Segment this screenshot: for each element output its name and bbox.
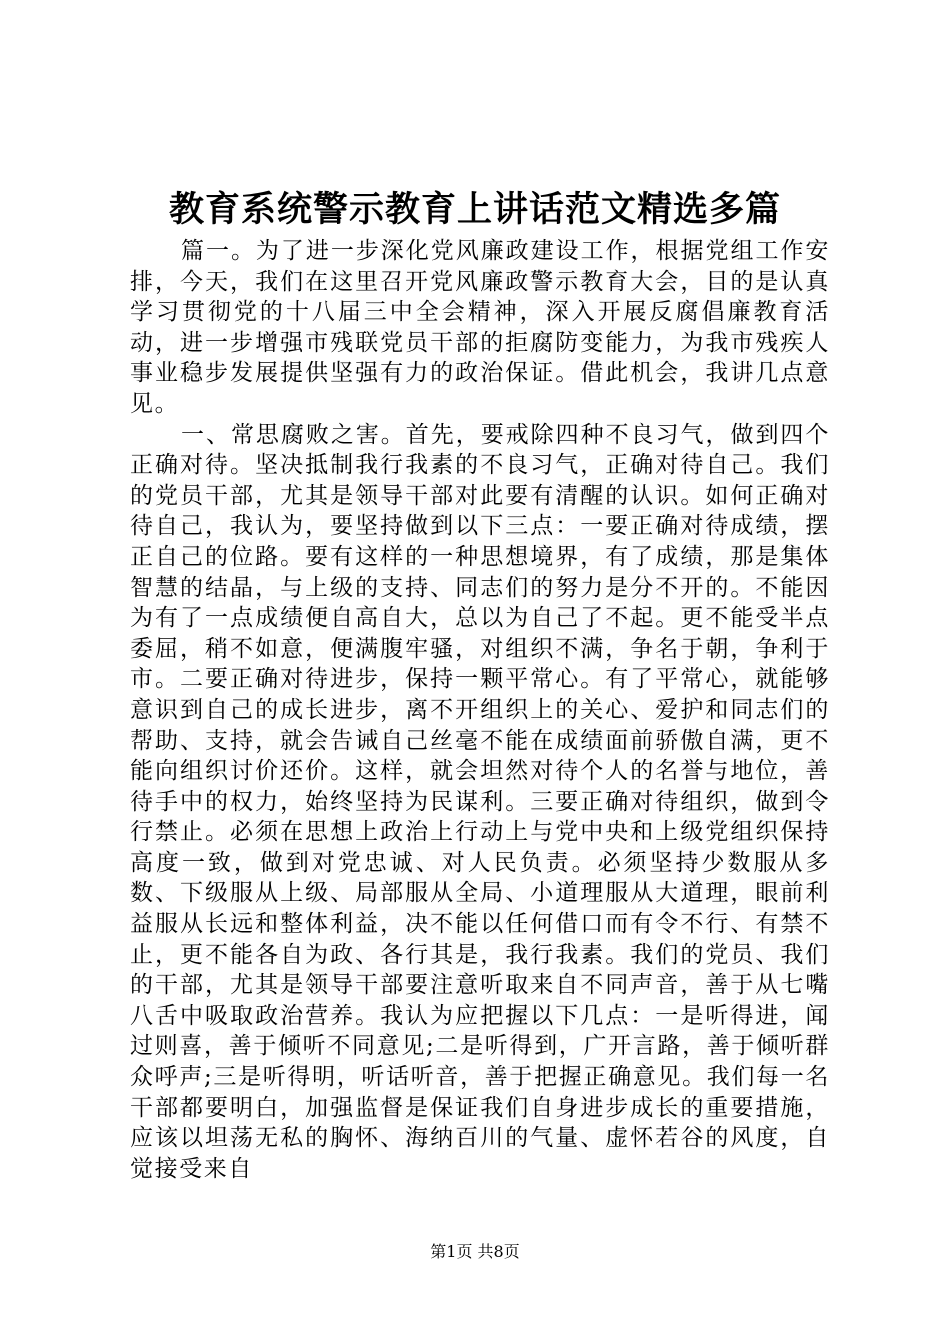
page-number-footer: 第1页 共8页 — [430, 1242, 520, 1261]
paragraph: 篇一。为了进一步深化党风廉政建设工作，根据党组工作安排，今天，我们在这里召开党风廉政警示教育大会，目的是认真学习贯彻党的十八届三中全会精神，深入开展反腐倡廉教育活动，进一步增强市残联党员干部的拒腐防变能力，为我市残疾人事业稳步发展提供坚强有力的政治保证。借此机会，我讲几点意见。 — [130, 238, 830, 417]
document-title: 教育系统警示教育上讲话范文精选多篇 — [168, 189, 781, 230]
paragraph: 一、常思腐败之害。首先，要戒除四种不良习气，做到四个正确对待。坚决抵制我行我素的不良习气，正确对待自己。我们的党员干部，尤其是领导干部对此要有清醒的认识。如何正确对待自己，我认为，要坚持做到以下三点：一要正确对待成绩，摆正自己的位路。要有这样的一种思想境界，有了成绩，那是集体智慧的结晶，与上级的支持、同志们的努力是分不开的。不能因为有了一点成绩便自高自大，总以为自己了不起。更不能受半点委屈，稍不如意，便满腹牢骚，对组织不满，争名于朝，争利于市。二要正确对待进步，保持一颗平常心。有了平常心，就能够意识到自己的成长进步，离不开组织上的关心、爱护和同志们的帮助、支持，就会告诫自己丝毫不能在成绩面前骄傲自满，更不能向组织讨价还价。这样，就会坦然对待个人的名誉与地位，善待手中的权力，始终坚持为民谋利。三要正确对待组织，做到令行禁止。必须在思想上政治上行动上与党中央和上级党组织保持高度一致，做到对党忠诚、对人民负责。必须坚持少数服从多数、下级服从上级、局部服从全局、小道理服从大道理，眼前利益服从长远和整体利益，决不能以任何借口而有令不行、有禁不止，更不能各自为政、各行其是，我行我素。我们的党员、我们的干部，尤其是领导干部要注意听取来自不同声音，善于从七嘴八舌中吸取政治营养。我认为应把握以下几点：一是听得进，闻过则喜，善于倾听不同意见;二是听得到，广开言路，善于倾听群众呼声;三是听得明，听话听音，善于把握正确意见。我们每一名干部都要明白，加强监督是保证我们自身进步成长的重要措施，应该以坦荡无私的胸怀、海纳百川的气量、虚怀若谷的风度，自觉接受来自 — [130, 421, 830, 1182]
document-body — [130, 236, 830, 1184]
